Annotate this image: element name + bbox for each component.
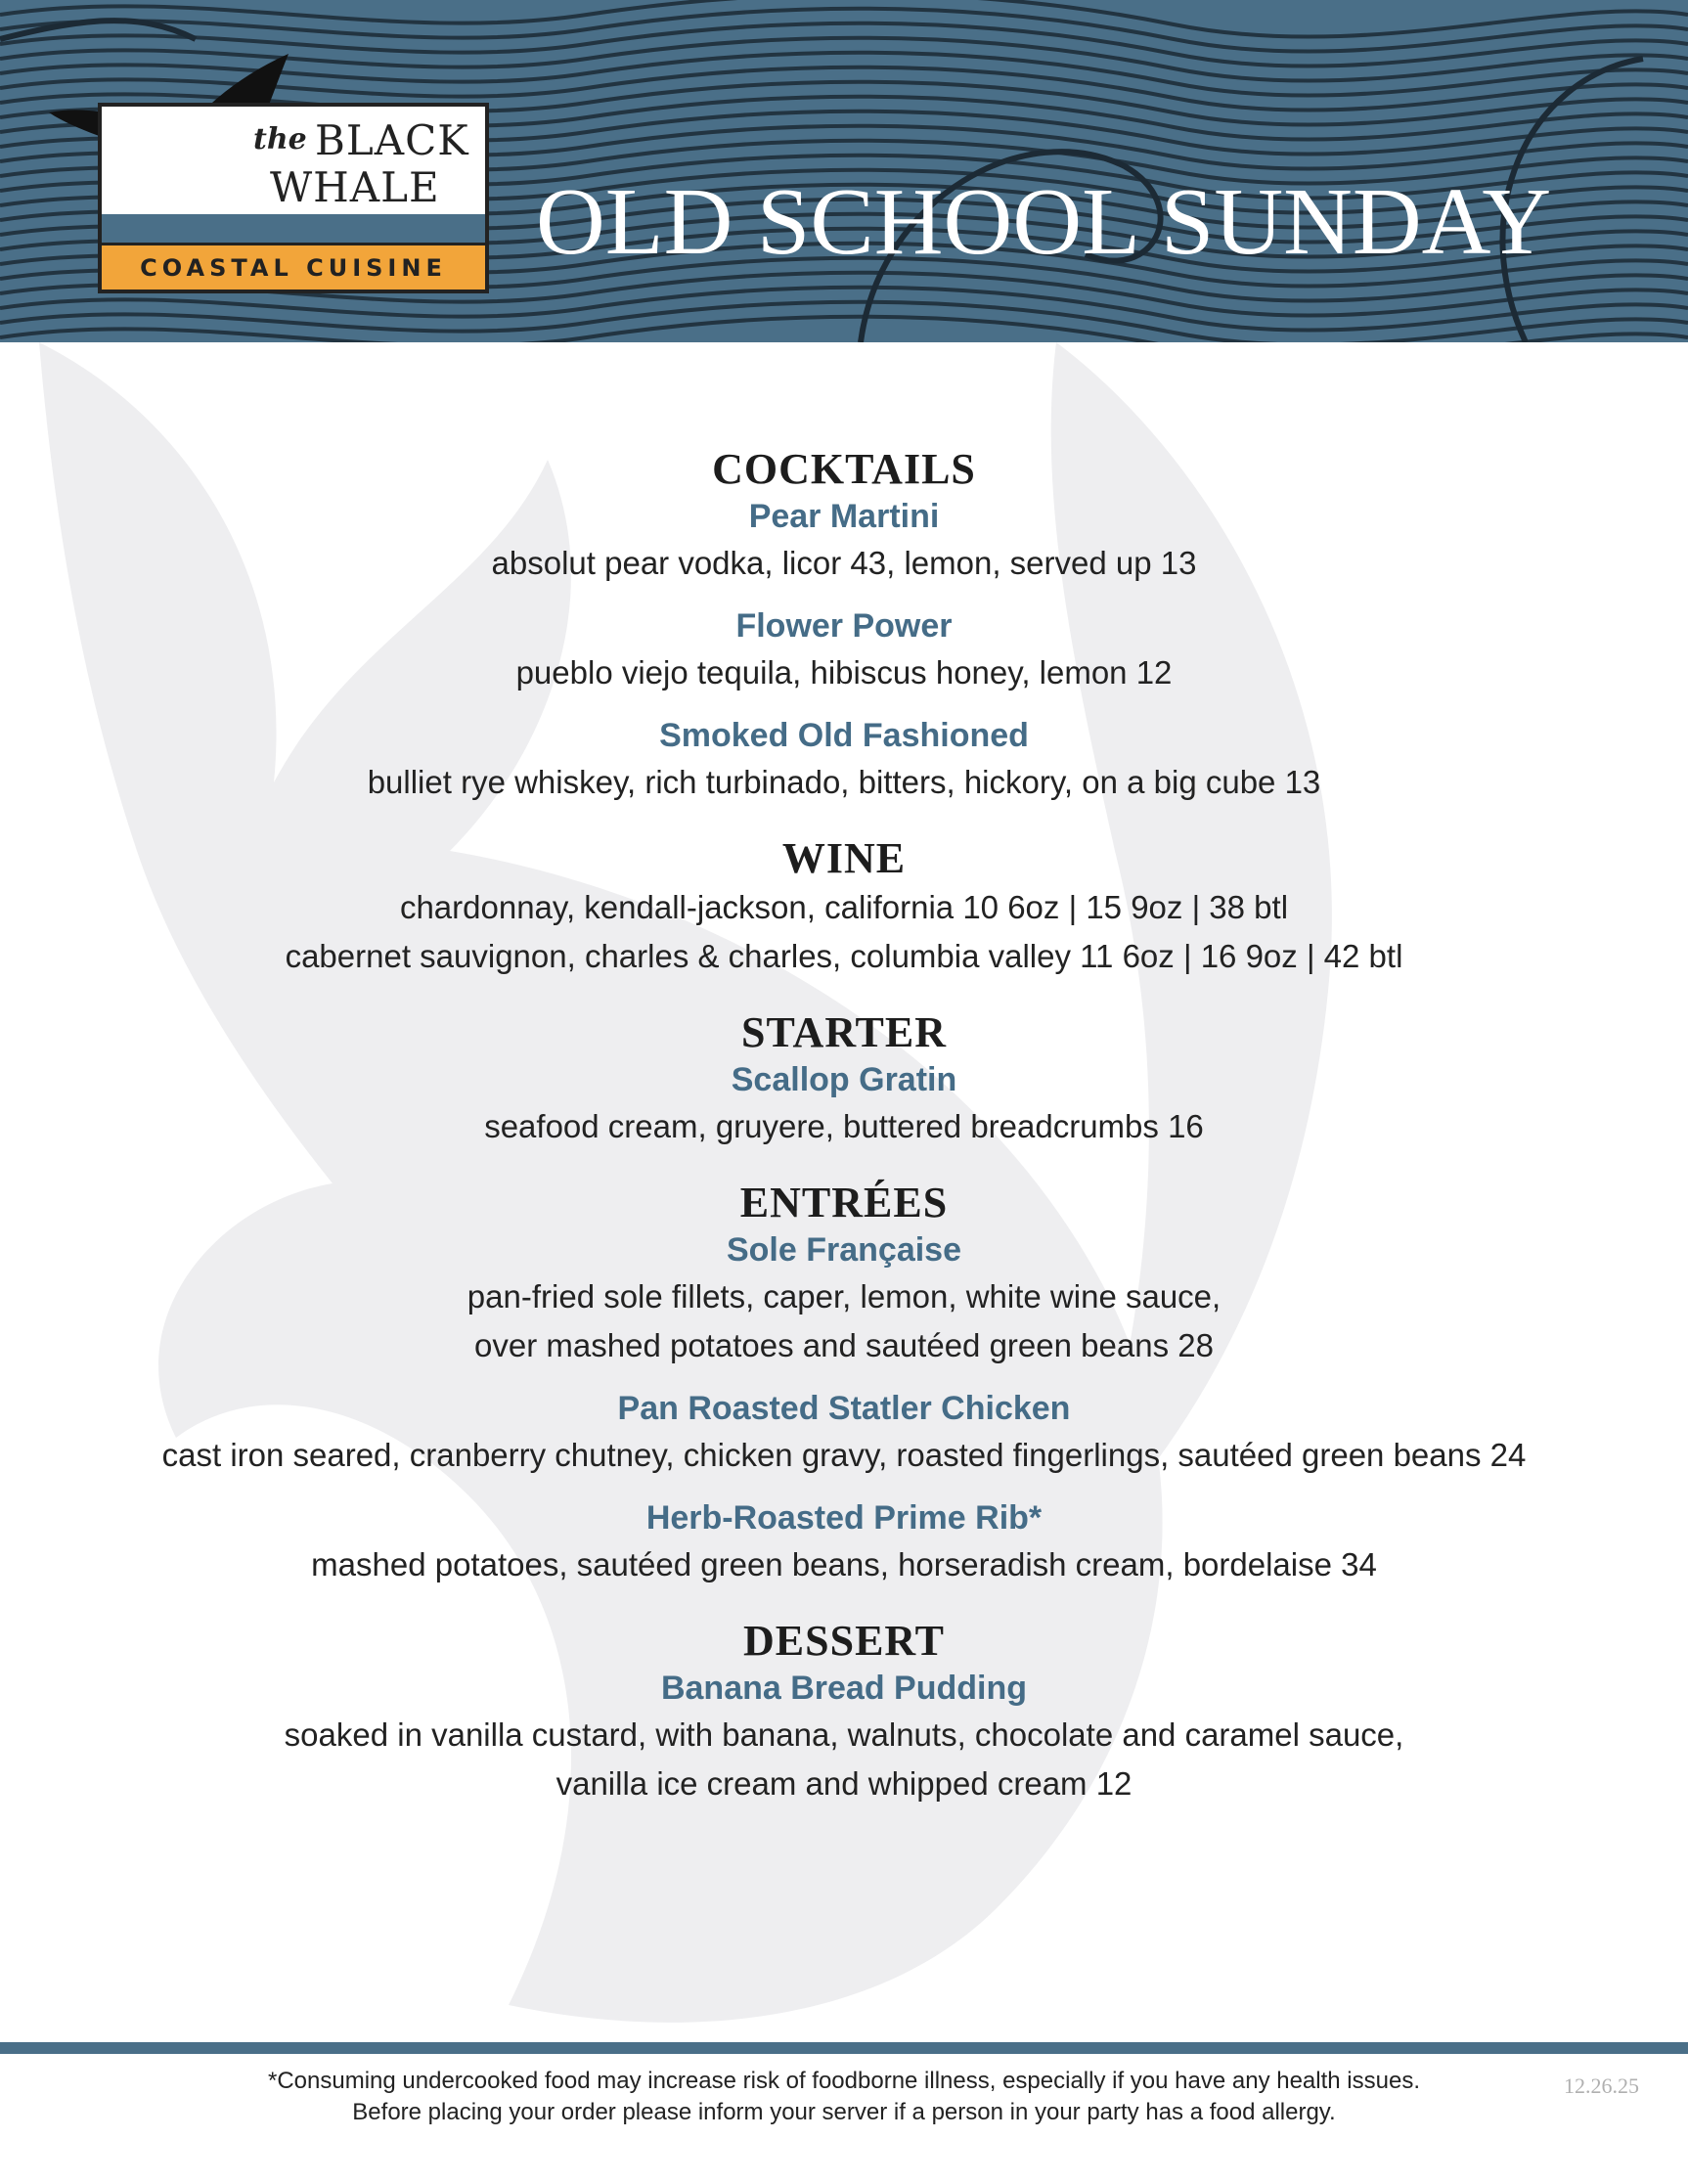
wine-line: cabernet sauvignon, charles & charles, columbia valley 11 6oz | 16 9oz | 42 btl (285, 938, 1403, 974)
disclaimer-line: Before placing your order please inform your server if a person in your party has a food allergy. (352, 2099, 1336, 2125)
brand-logo (98, 103, 489, 293)
section-title-cocktails: COCKTAILS (712, 445, 976, 493)
item-desc: cast iron seared, cranberry chutney, chicken gravy, roasted fingerlings, sautéed green beans 24 (161, 1437, 1527, 1473)
item-name: Smoked Old Fashioned (659, 717, 1029, 754)
item-desc: mashed potatoes, sautéed green beans, horseradish cream, bordelaise 34 (311, 1546, 1377, 1582)
item-name: Sole Française (726, 1231, 961, 1269)
logo-subtitle: COASTAL CUISINE (140, 254, 447, 282)
footer-divider (0, 2042, 1688, 2054)
allergy-disclaimer (0, 2066, 1688, 2128)
item-desc: soaked in vanilla custard, with banana, walnuts, chocolate and caramel sauce, (284, 1716, 1404, 1753)
section-title-wine: WINE (781, 834, 907, 882)
section-title-dessert: DESSERT (743, 1617, 945, 1665)
item-name: Banana Bread Pudding (660, 1670, 1028, 1707)
item-name: Pear Martini (748, 498, 940, 535)
menu-body (0, 445, 1688, 1808)
section-title-starter: STARTER (740, 1008, 948, 1056)
section-title-entrees: ENTRÉES (739, 1179, 949, 1226)
disclaimer-line: *Consuming undercooked food may increase risk of foodborne illness, especially if you have any health issues. (268, 2068, 1420, 2094)
item-name: Pan Roasted Statler Chicken (617, 1390, 1071, 1427)
logo-whale: WHALE (270, 163, 440, 211)
item-name: Scallop Gratin (731, 1061, 957, 1098)
item-desc: over mashed potatoes and sautéed green beans 28 (474, 1327, 1214, 1363)
item-desc: absolut pear vodka, licor 43, lemon, served up 13 (491, 545, 1197, 581)
logo-the: the (253, 122, 307, 156)
item-name: Herb-Roasted Prime Rib* (645, 1499, 1043, 1537)
menu-date: 12.26.25 (1564, 2073, 1639, 2098)
logo-black: BLACK (315, 116, 469, 164)
page-title: OLD SCHOOL SUNDAY (536, 169, 1552, 275)
header-banner (0, 0, 1688, 342)
item-name: Flower Power (735, 607, 953, 645)
wine-line: chardonnay, kendall-jackson, california 10 6oz | 15 9oz | 38 btl (399, 889, 1289, 925)
item-desc: pan-fried sole fillets, caper, lemon, white wine sauce, (466, 1278, 1222, 1315)
item-desc: bulliet rye whiskey, rich turbinado, bitters, hickory, on a big cube 13 (367, 764, 1321, 800)
item-desc: vanilla ice cream and whipped cream 12 (555, 1765, 1133, 1802)
item-desc: pueblo viejo tequila, hibiscus honey, lemon 12 (515, 654, 1173, 691)
item-desc: seafood cream, gruyere, buttered breadcrumbs 16 (484, 1108, 1204, 1144)
